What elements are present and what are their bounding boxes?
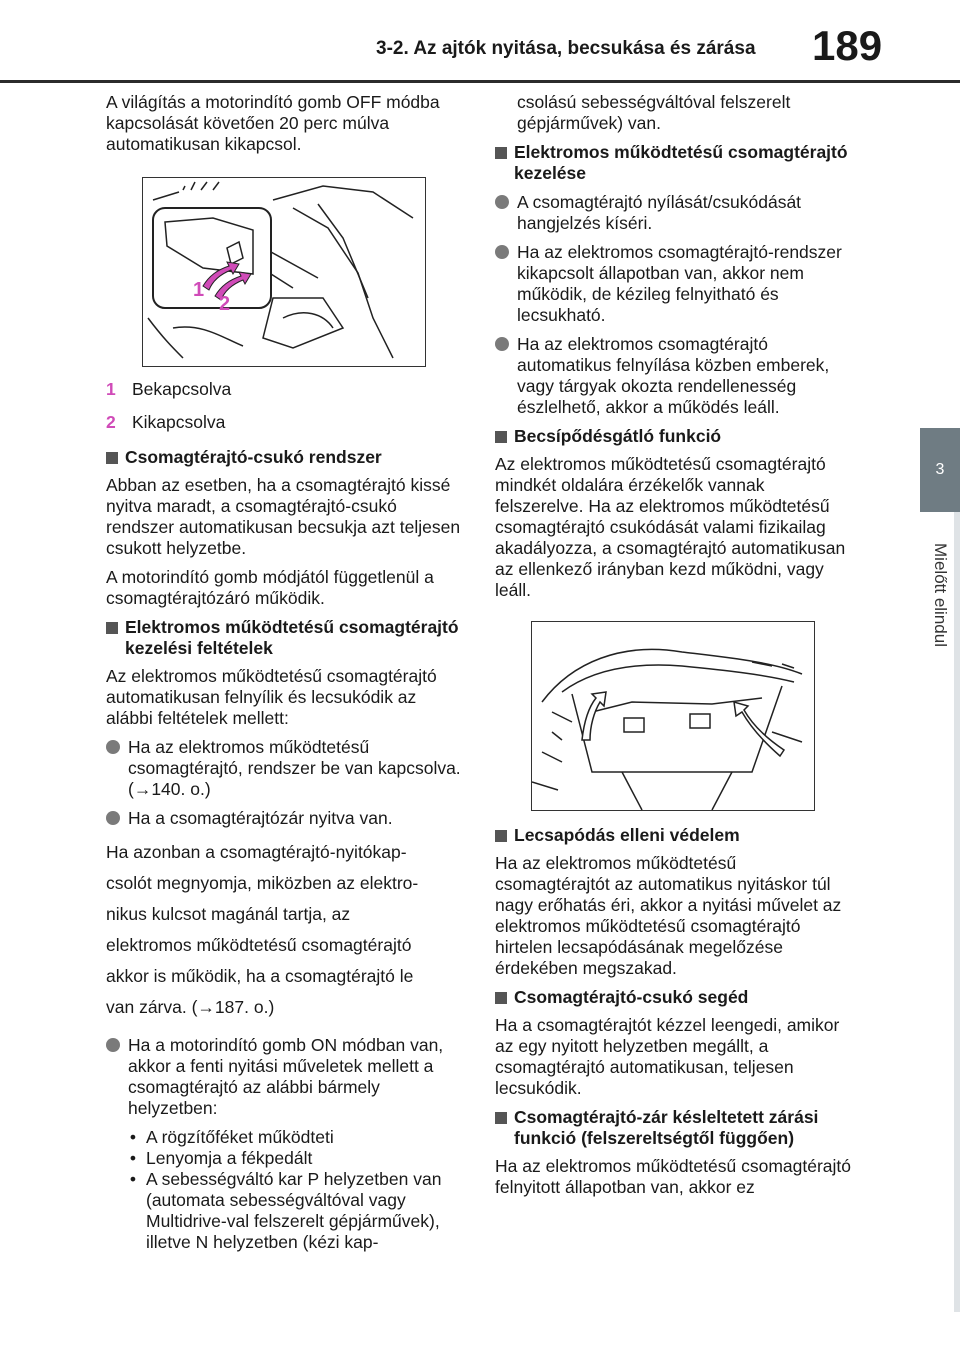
circle-bullet-icon — [495, 195, 509, 209]
bullet-item: Ha az elektromos csomagtérajtó-rendszer kikapcsolt állapotban van, akkor nem működik, de kézileg felnyitható és lecsukható. — [495, 242, 855, 326]
bullet-item: A csomagtérajtó nyílását/csukódását hangjelzés kíséri. — [495, 192, 855, 234]
legend-number: 1 — [106, 379, 116, 399]
legend-item-1 — [106, 379, 466, 400]
chapter-title: Mielőtt elindul — [931, 543, 951, 647]
left-column — [106, 92, 466, 1253]
square-bullet-icon — [495, 147, 507, 159]
section-heading: Csomagtérajtó-zár késleltetett zárási funkció (felszereltségtől függően) — [495, 1107, 855, 1149]
circle-bullet-icon — [106, 1038, 120, 1052]
legend-text: Kikapcsolva — [132, 412, 226, 432]
circle-bullet-icon — [495, 245, 509, 259]
square-bullet-icon — [495, 992, 507, 1004]
page-number: 189 — [812, 22, 883, 69]
paragraph: Az elektromos működtetésű csomagtérajtó automatikusan felnyílik és lecsukódik az alábbi feltételek mellett: — [106, 666, 437, 728]
section-heading: Elektromos működtetésű csomagtérajtó kezelése — [495, 142, 855, 184]
square-bullet-icon — [495, 431, 507, 443]
section-heading: Becsípődésgátló funkció — [495, 426, 855, 447]
bullet-item: Ha a motorindító gomb ON módban van, akkor a fenti nyitási műveletek mellett a csomagtérajtó az alábbi bármely helyzetben: — [106, 1035, 466, 1119]
sub-bullet: • A sebességváltó kar P helyzetben van (automata sebességváltóval vagy Multidrive-val felszerelt gépjárművek), illetve N helyzetben (kézi kap- — [129, 1169, 442, 1252]
running-header: 3-2. Az ajtók nyitása, becsukása és zárása — [376, 38, 756, 59]
continued-text: csolású sebességváltóval felszerelt gépjárművek) van. — [517, 92, 791, 133]
legend-number: 2 — [106, 412, 116, 432]
chapter-tab: 3 — [920, 428, 960, 512]
figure-tailgate-sensors — [531, 621, 815, 811]
paragraph: Ha az elektromos működtetésű csomagtérajtó felnyitott állapotban van, akkor ez — [495, 1156, 851, 1197]
section-heading: Elektromos működtetésű csomagtérajtó kezelési feltételek — [106, 617, 466, 659]
figure-trunk-light-switch — [142, 177, 426, 367]
chapter-label — [920, 520, 960, 670]
square-bullet-icon — [106, 622, 118, 634]
bullet-item: Ha a csomagtérajtózár nyitva van. — [106, 808, 466, 829]
section-heading: Lecsapódás elleni védelem — [495, 825, 855, 846]
tailgate-illustration — [532, 622, 814, 810]
circle-bullet-icon — [106, 811, 120, 825]
bullet-item: Ha az elektromos csomagtérajtó automatikus felnyílása közben emberek, vagy tárgyak okozta rendellenesség észlelhető, akkor a működés leáll. — [495, 334, 855, 418]
legend-text: Bekapcsolva — [132, 379, 232, 399]
right-column — [495, 92, 855, 1206]
trunk-light-illustration — [143, 178, 425, 366]
square-bullet-icon — [495, 830, 507, 842]
intro-paragraph: A világítás a motorindító gomb OFF módba kapcsolását követően 20 perc múlva automatikusan kikapcsol. — [106, 92, 440, 154]
callout-1: 1 — [193, 279, 205, 301]
callout-2: 2 — [219, 293, 231, 315]
paragraph: Ha a csomagtérajtót kézzel leengedi, amikor az egy nyitott helyzetben megállt, a csomagtérajtó automatikusan, teljesen lecsukódik. — [495, 1015, 840, 1098]
bullet-item: Ha az elektromos működtetésű csomagtérajtó, rendszer be van kapcsolva. (→140. o.) — [106, 737, 466, 800]
section-heading: Csomagtérajtó-csukó segéd — [495, 987, 855, 1008]
section-heading: Csomagtérajtó-csukó rendszer — [106, 447, 466, 468]
sub-bullet: • A rögzítőféket működteti — [129, 1127, 334, 1147]
square-bullet-icon — [495, 1112, 507, 1124]
paragraph: A motorindító gomb módjától függetlenül a csomagtérajtózáró működik. — [106, 567, 434, 608]
paragraph: Az elektromos működtetésű csomagtérajtó mindkét oldalára érzékelők vannak felszerelve. Ha az elektromos működtetésű csomagtérajtó csukódását valami fizikailag akadályozza, a csomagtérajtó automatikusan az ellenkező irányban kezd működni, vagy leáll. — [495, 454, 846, 600]
paragraph: Ha az elektromos működtetésű csomagtérajtót az automatikus nyitáskor túl nagy erőhatás éri, akkor a nyitási művelet az elektromos működtetésű csomagtérajtó hirtelen lecsapódásának megelőzése érdekében megszakad. — [495, 853, 842, 978]
paragraph: Abban az esetben, ha a csomagtérajtó kissé nyitva maradt, a csomagtérajtó-csukó rendszer automatikusan becsukja azt teljesen csukott helyzetbe. — [106, 475, 461, 558]
circle-bullet-icon — [495, 337, 509, 351]
spaced-paragraph: Ha azonban a csomagtérajtó-nyitókap- csolót megnyomja, miközben az elektro- nikus kulcsot magánál tartja, az elektromos működtetésű csomagtérajtó akkor is működik, ha a csomagtérajtó le van zárva. (→187. o.) — [106, 842, 419, 1017]
legend-item-2 — [106, 412, 466, 433]
circle-bullet-icon — [106, 740, 120, 754]
header-rule — [0, 80, 960, 83]
sub-bullet: • Lenyomja a fékpedált — [129, 1148, 313, 1168]
square-bullet-icon — [106, 452, 118, 464]
